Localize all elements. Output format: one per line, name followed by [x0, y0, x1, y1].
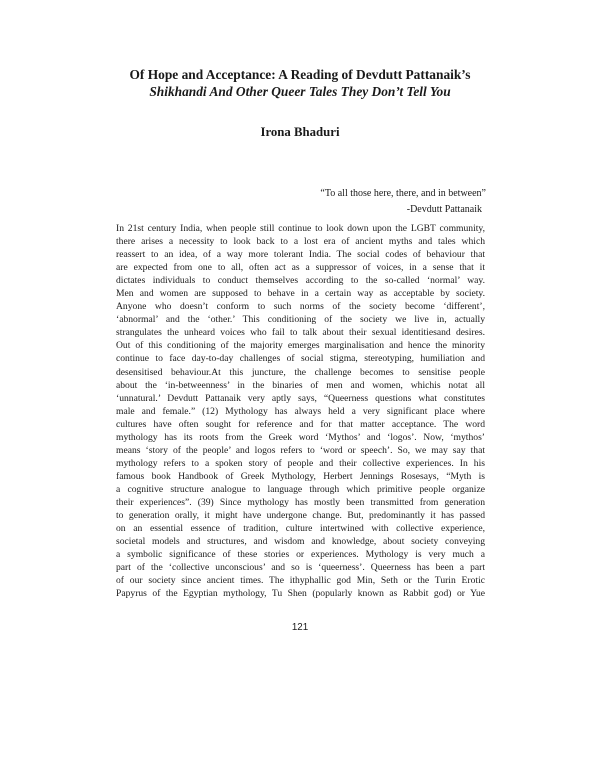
- body-line: on an essential essence of tradition, culture intertwined with collective experience,: [116, 523, 485, 535]
- body-line: societal models and structures, and wisdom and knowledge, about society conveying: [116, 536, 485, 548]
- body-line: cultures have often sought for reference and for that matter acceptance. The word: [116, 418, 485, 430]
- body-line: mythology refers to a spoken story of people and their collective experiences. In his: [116, 457, 485, 469]
- body-line: Anyone who doesn’t conform to such norms of the society become ‘different’,: [116, 301, 485, 313]
- page-number: 121: [291, 622, 309, 633]
- body-line: means ‘story of the people’ and logos refers to ‘word or speech’. So, we may say that: [116, 444, 485, 456]
- body-line: there arises a necessity to look back to a lost era of ancient myths and tales which: [116, 236, 485, 248]
- body-line: their experiences”. (39) Since mythology has mostly been transmitted from generation: [116, 496, 485, 508]
- body-line: Out of this conditioning of the majority emerges marginalisation and hence the minority: [116, 340, 485, 352]
- body-line: are expected from one to all, often act as a suppressor of voices, in a sense that it: [116, 262, 485, 274]
- title-line-2: Shikhandi And Other Queer Tales They Don’t Tell You: [149, 84, 451, 99]
- epigraph-quote: “To all those here, there, and in between”: [320, 188, 486, 199]
- body-line: strangulates the unheard voices who fail to talk about their sexual identitiesand desires.: [116, 327, 485, 339]
- body-line: reassert to an idea, of a way more tolerant India. The social codes of behaviour that: [116, 249, 485, 261]
- body-line: continue to face day-to-day challenges of social stigma, stereotyping, humiliation and: [116, 353, 485, 365]
- body-line: a cognitive structure analogue to language through which primitive people organize: [116, 483, 485, 495]
- article-title: [60, 66, 540, 100]
- epigraph: [300, 186, 486, 218]
- body-line: Papyrus of the Egyptian mythology, Tu Shen (popularly known as Rabbit god) or Yue: [116, 588, 485, 600]
- body-line: famous book Handbook of Greek Mythology, Herbert Jennings Rosesays, “Myth is: [116, 470, 485, 482]
- body-paragraph: [116, 222, 485, 600]
- body-line: In 21st century India, when people still continue to look down upon the LGBT community,: [116, 223, 485, 234]
- body-line: male and female.” (12) Mythology has always held a very significant place where: [116, 405, 485, 417]
- epigraph-source: -Devdutt Pattanaik: [406, 204, 482, 215]
- body-line: Men and women are supposed to behave in a certain way as acceptable by society.: [116, 288, 485, 300]
- title-line-1: Of Hope and Acceptance: A Reading of Devdutt Pattanaik’s: [129, 67, 471, 82]
- body-line: of our society since ancient times. The ithyphallic god Min, Seth or the Turin Erotic: [116, 575, 485, 587]
- body-line: dictates individuals to conduct themselves according to the so-called ‘normal’ way.: [116, 275, 485, 287]
- body-line: desensitised behaviour.At this juncture, the challenge becomes to sensitise people: [116, 366, 485, 378]
- body-line: a symbolic significance of these stories or experiences. Mythology is very much a: [116, 549, 485, 561]
- body-line: mythology has its roots from the Greek word ‘Mythos’ and ‘logos’. Now, ‘mythos’: [116, 431, 485, 443]
- body-line: to generation orally, it might have undergone change. But, predominantly it has passed: [116, 510, 485, 522]
- body-line: about the ‘in-betweenness’ in the binaries of men and women, whichis notat all: [116, 379, 485, 391]
- body-line: ‘abnormal’ and the ‘other.’ This conditioning of the society we live in, actually: [116, 314, 485, 326]
- body-line: ‘unnatural.’ Devdutt Pattanaik very aptly says, “Queerness questions what constitutes: [116, 392, 485, 404]
- body-line: part of the ‘collective unconscious’ and so is ‘queerness’. Queerness has been a part: [116, 562, 485, 574]
- author-name: Irona Bhaduri: [260, 125, 340, 139]
